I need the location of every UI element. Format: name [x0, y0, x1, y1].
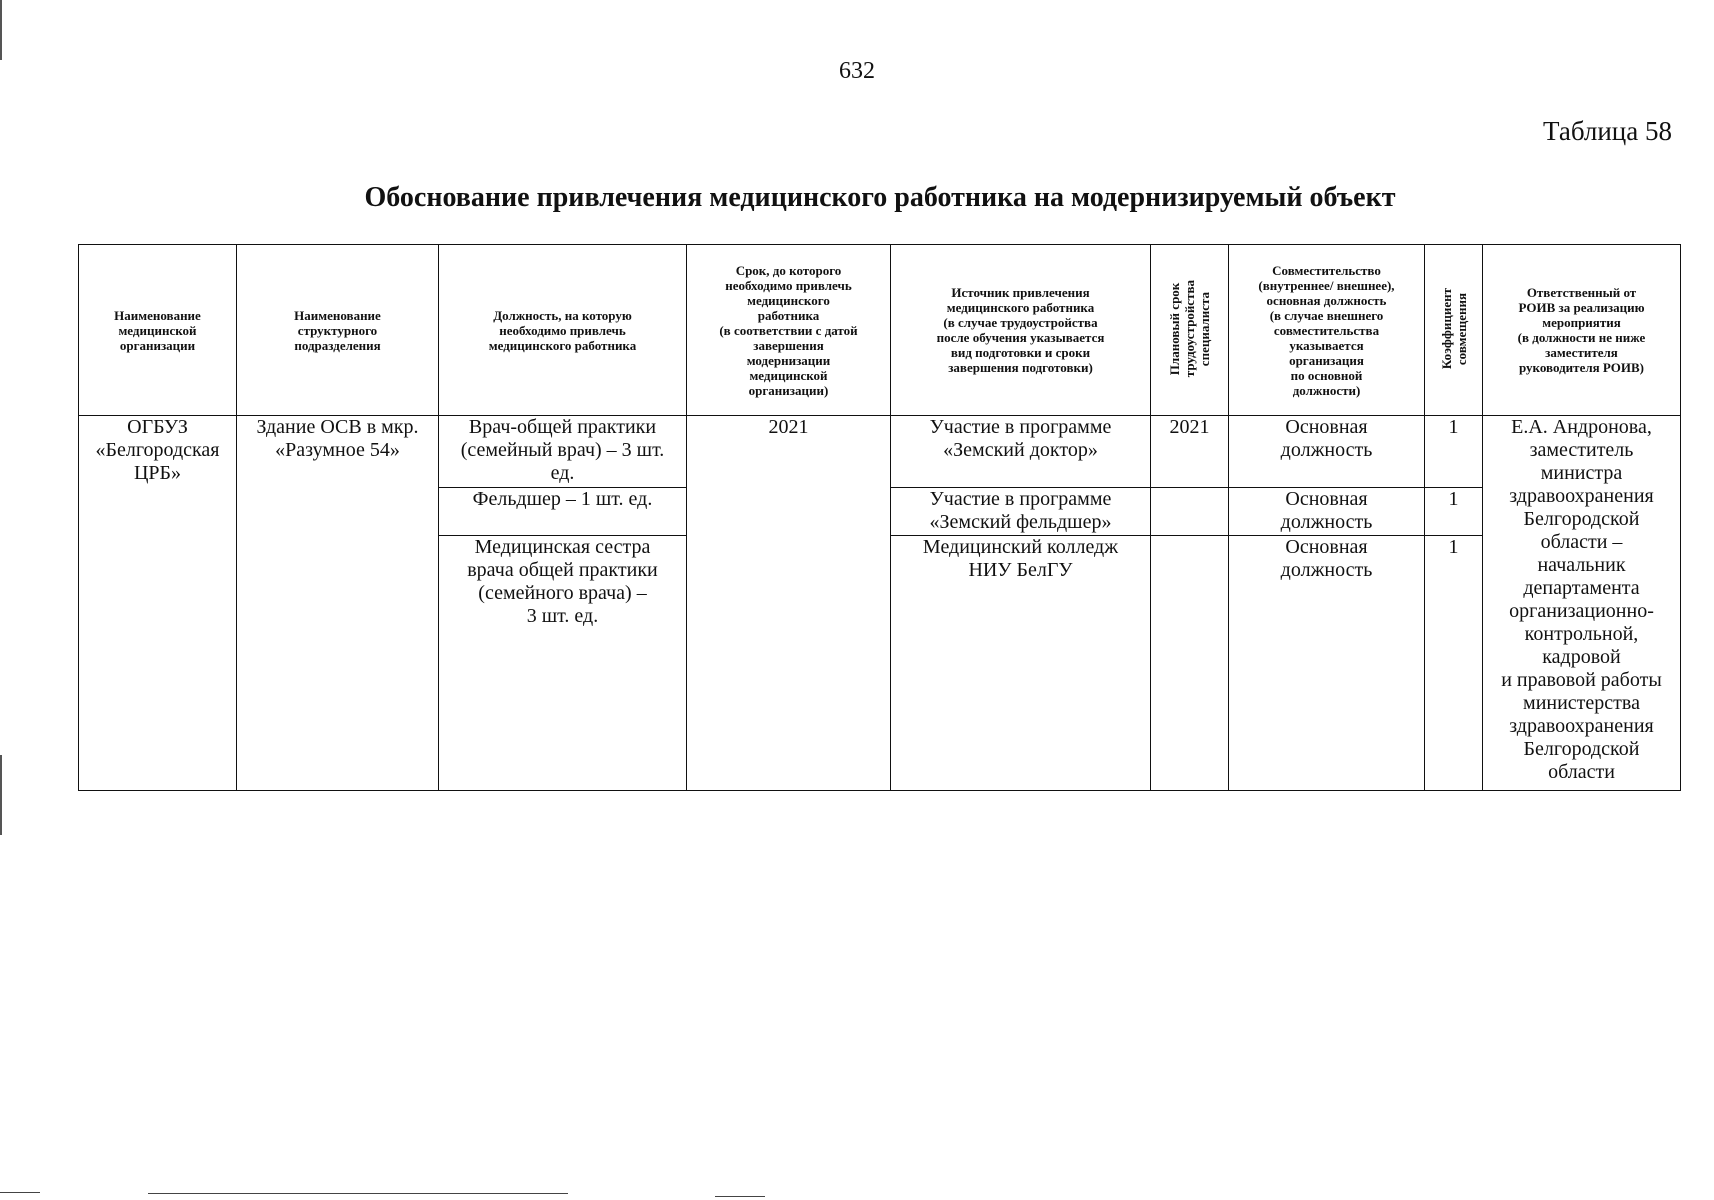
scan-edge-rule-1 — [0, 1192, 40, 1193]
cell-planned-year-empty — [1151, 488, 1229, 536]
scan-edge-line-top — [0, 0, 2, 60]
cell-subdivision: Здание ОСВ в мкр. «Разумное 54» — [237, 416, 439, 791]
scan-edge-rule-2 — [148, 1193, 568, 1194]
header-combination: Совместительство (внутреннее/ внешнее), основная должность (в случае внешнего совместительства указывается организация по основной должности) — [1229, 245, 1425, 416]
cell-combination: Основная должность — [1229, 488, 1425, 536]
header-responsible: Ответственный от РОИВ за реализацию мероприятия (в должности не ниже заместителя руководителя РОИВ) — [1483, 245, 1681, 416]
cell-responsible: Е.А. Андронова, заместитель министра здравоохранения Белгородской области – начальник департамента организационно- контрольной, кадровой и правовой работы министерства здравоохранения Белгородской области — [1483, 416, 1681, 791]
header-position: Должность, на которую необходимо привлечь медицинского работника — [439, 245, 687, 416]
header-planned-year: Плановый срок трудоустройства специалиста — [1151, 245, 1229, 416]
justification-table — [78, 244, 1681, 791]
cell-coefficient: 1 — [1425, 488, 1483, 536]
cell-position: Медицинская сестра врача общей практики (семейного врача) – 3 шт. ед. — [439, 536, 687, 791]
cell-source: Участие в программе «Земский доктор» — [891, 416, 1151, 488]
header-deadline: Срок, до которого необходимо привлечь медицинского работника (в соответствии с датой завершения модернизации медицинской организации) — [687, 245, 891, 416]
cell-position: Фельдшер – 1 шт. ед. — [439, 488, 687, 536]
cell-coefficient: 1 — [1425, 536, 1483, 791]
header-source: Источник привлечения медицинского работника (в случае трудоустройства после обучения указывается вид подготовки и сроки завершения подготовки) — [891, 245, 1151, 416]
header-subdivision: Наименование структурного подразделения — [237, 245, 439, 416]
cell-source: Медицинский колледж НИУ БелГУ — [891, 536, 1151, 791]
header-coefficient: Коэффициент совмещения — [1425, 245, 1483, 416]
document-title: Обоснование привлечения медицинского работника на модернизируемый объект — [364, 182, 1396, 213]
cell-coefficient: 1 — [1425, 416, 1483, 488]
cell-deadline: 2021 — [687, 416, 891, 791]
table-label: Таблица 58 — [1543, 116, 1672, 146]
header-row — [79, 245, 1681, 416]
scan-edge-line-bottom — [0, 755, 2, 835]
page-number: 632 — [839, 58, 875, 84]
cell-combination: Основная должность — [1229, 536, 1425, 791]
scan-edge-rule-3 — [715, 1196, 765, 1197]
header-organization: Наименование медицинской организации — [79, 245, 237, 416]
cell-organization: ОГБУЗ «Белгородская ЦРБ» — [79, 416, 237, 791]
table-row — [79, 416, 1681, 488]
cell-planned-year-empty — [1151, 536, 1229, 791]
cell-combination: Основная должность — [1229, 416, 1425, 488]
cell-position: Врач-общей практики (семейный врач) – 3 шт. ед. — [439, 416, 687, 488]
cell-planned-year: 2021 — [1151, 416, 1229, 488]
cell-source: Участие в программе «Земский фельдшер» — [891, 488, 1151, 536]
